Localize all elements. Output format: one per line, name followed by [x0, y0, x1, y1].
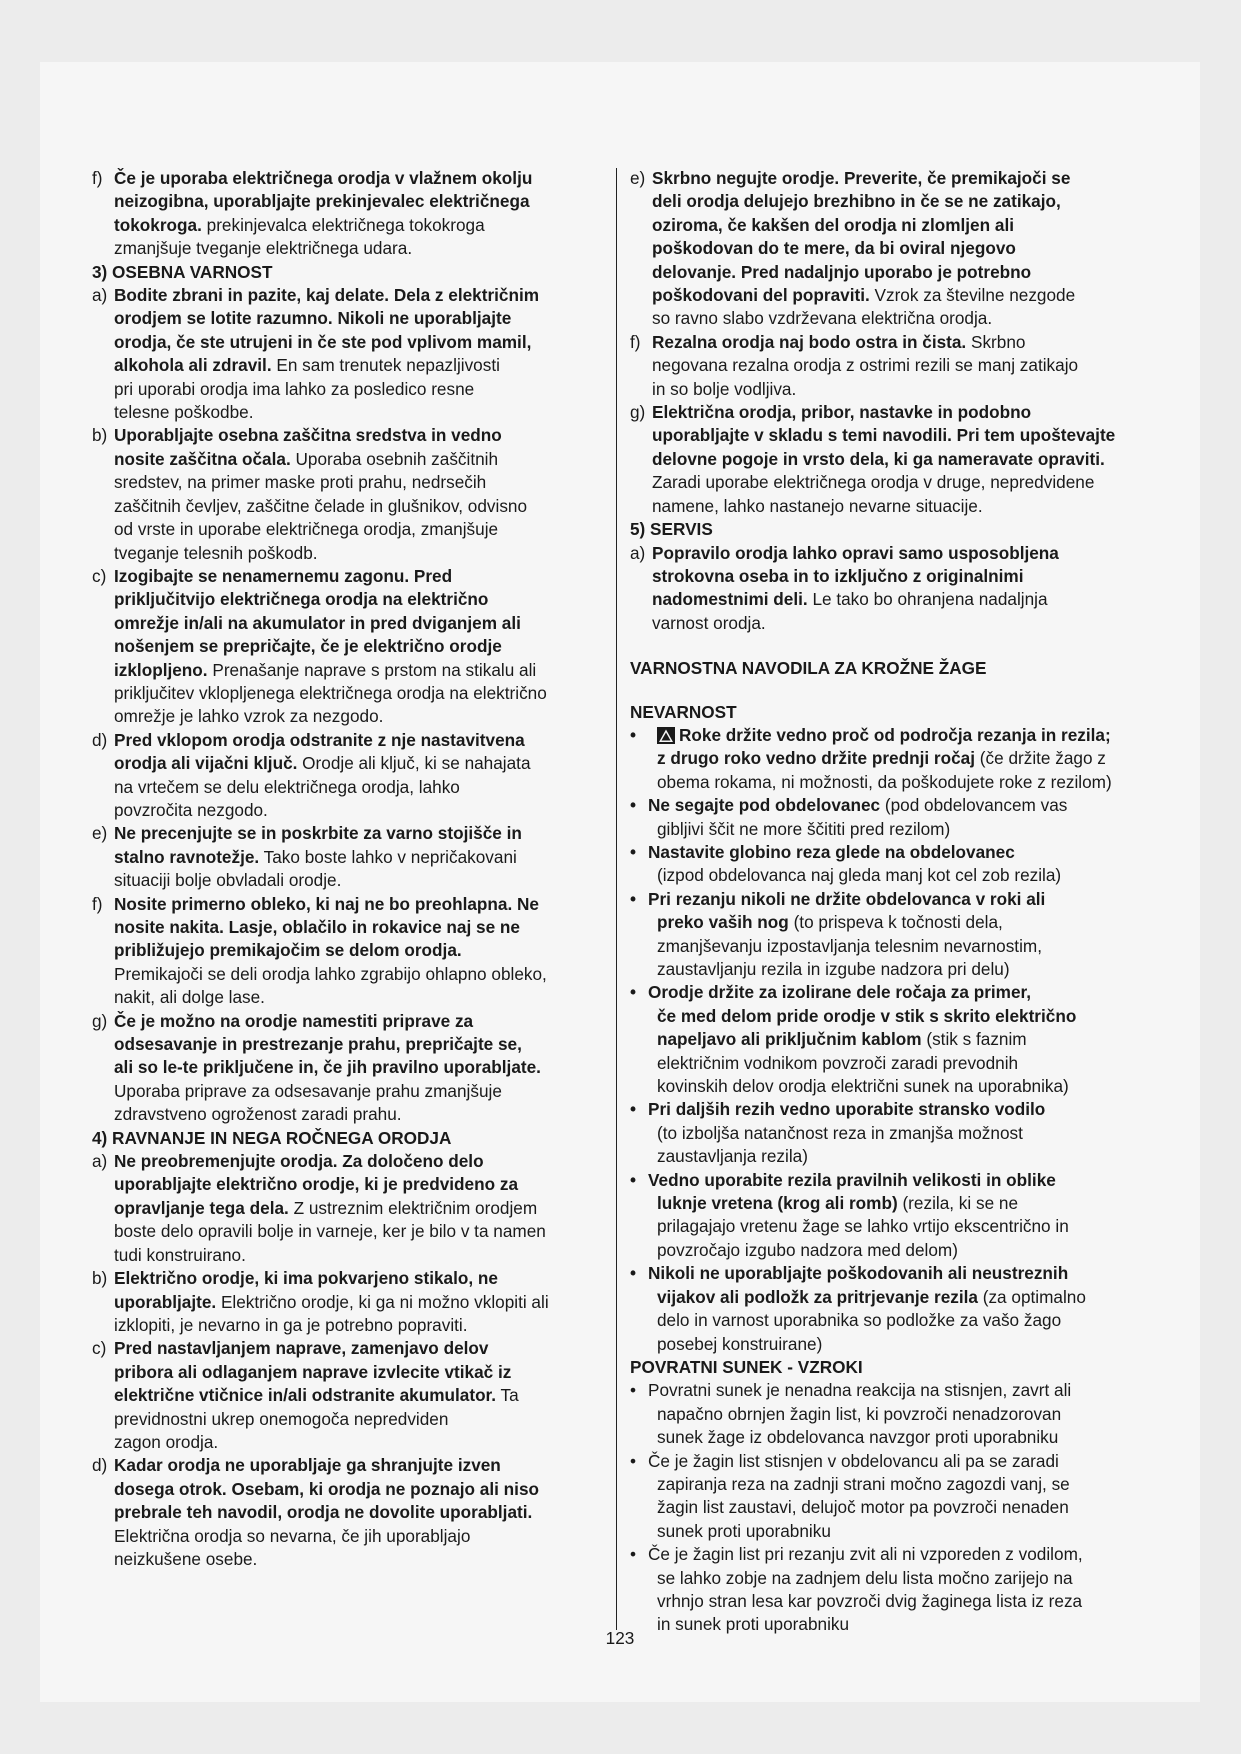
kickback-causes-heading: POVRATNI SUNEK - VZROKI: [630, 1356, 863, 1377]
item-e-maintain-tools: e) Skrbno negujte orodje. Preverite, če premikajoči se deli orodja delujejo brezhibno in če se ne zatikajo, oziroma, če kakšen del orodja ni zlomljen ali poškodovan do te mere, da bi oviral njegovo delovanje. Pred nadaljnjo uporabo je potrebno poškodovani del popraviti. Vzrok za številne nezgode so ravno slabo vzdrževana električna orodja.: [630, 168, 1076, 329]
item-c-disconnect-plug: c) Pred nastavljanjem naprave, zamenjavo delov pribora ali odlaganjem naprave izvlecite vtikač iz električne vtičnice in/ali odstranite akumulator. Ta previdnostni ukrep onemogoča nepredviden zagon orodja.: [92, 1338, 519, 1452]
kickback-pinched-blade: • Če je žagin list stisnjen v obdelovancu ali pa se zaradi zapiranja reza na zadnji strani močno zagozdi vanj, se žagin list zaustavi, delujoč motor pa povzroči nenaden sunek proti uporabniku: [630, 1450, 1070, 1541]
bullet-no-damaged-washers: • Nikoli ne uporabljajte poškodovanih ali neustreznih vijakov ali podložk za pritrjevanje rezila (za optimalno delo in varnost uporabnika so podložke za vašo žago posebej konstruirane): [630, 1263, 1086, 1354]
item-g-dust-extraction: g) Če je možno na orodje namestiti priprave za odsesavanje in prestrezanje prahu, prepričajte se, ali so le-te priključene in, če jih pravilno uporabljate. Uporaba priprave za odsesavanje prahu zmanjšuje zdravstveno ogroženost zaradi prahu.: [92, 1010, 541, 1125]
item-f-wet-environment: f) Če je uporaba električnega orodja v vlažnem okolju neizogibna, uporabljajte prekinjevalec električnega tokokroga. prekinjevalca električnega tokokroga zmanjšuje tveganje električnega udara.: [92, 168, 533, 259]
kickback-twisted-blade: • Če je žagin list pri rezanju zvit ali ni vzporeden z vodilom, se lahko zobje na zadnjem delu lista močno zarijejo na vrhnjo stran lesa kar povzroči dvig žaginega lista iz reza in sunek proti uporabniku: [630, 1544, 1083, 1635]
bullet-cut-depth: • Nastavite globino reza glede na obdelovanec (izpod obdelovanca naj gleda manj kot cel zob rezila): [630, 841, 1062, 886]
item-g-use-per-instructions: g) Električna orodja, pribor, nastavke in podobno uporabljajte v skladu s temi navodili. Pri tem upoštevajte delovne pogoje in vrsto dela, ki ga nameravate opraviti. Zaradi uporabe električnega orodja v druge, nepredvidene namene, lahko nastanejo nevarne situacije.: [630, 402, 1116, 516]
section-heading-tool-care: 4) RAVNANJE IN NEGA ROČNEGA ORODJA: [92, 1127, 452, 1148]
item-a-qualified-repair: a) Popravilo orodja lahko opravi samo usposobljena strokovna oseba in to izključno z originalnimi nadomestnimi deli. Le tako bo ohranjena nadaljnja varnost orodja.: [630, 542, 1059, 633]
bullet-hands-away: • Roke držite vedno proč od področja rezanja in rezila; z drugo roko vedno držite prednji ročaj (če držite žago z obema rokama, ni možnosti, da poškodujete roke z rezilom): [630, 724, 1112, 792]
item-b-faulty-switch: b) Električno orodje, ki ima pokvarjeno stikalo, ne uporabljajte. Električno orodje, ki ga ni možno vklopiti ali izklopiti, je nevarno in ga je potrebno popraviti.: [92, 1268, 549, 1335]
bullet-no-reach-under: • Ne segajte pod obdelovanec (pod obdelovancem vas gibljivi ščit ne more ščititi pred rezilom): [630, 795, 1068, 839]
page-number: 123: [605, 1628, 635, 1648]
bullet-correct-blades: • Vedno uporabite rezila pravilnih velikosti in oblike luknje vretena (krog ali romb) (rezila, ki se ne prilagajajo vretenu žage se lahko vrtijo ekscentrično in povzročajo izgubo nadzora med delom): [630, 1169, 1069, 1260]
section-heading-personal-safety: 3) OSEBNA VARNOST: [92, 261, 273, 282]
item-f-sharp-tools: f) Rezalna orodja naj bodo ostra in čista. Skrbno negovana rezalna orodja z ostrimi rezili se manj zatikajo in so bolje vodljiva.: [630, 331, 1079, 399]
item-a-no-overload: a) Ne preobremenjujte orodja. Za določeno delo uporabljajte električno orodje, ki je predvideno za opravljanje tega dela. Z ustreznim električnim orodjem boste delo opravili bolje in varneje, ker je bilo v ta namen tudi konstruirano.: [92, 1151, 546, 1265]
section-heading-service: 5) SERVIS: [630, 519, 713, 540]
item-d-remove-keys: d) Pred vklopom orodja odstranite z nje nastavitvena orodja ali vijačni ključ. Orodje ali ključ, ki se nahajata na vrtečem se delu električnega orodja, lahko povzročita nezgodo.: [92, 729, 531, 820]
danger-heading: NEVARNOST: [630, 701, 737, 722]
bullet-rip-fence: • Pri daljših rezih vedno uporabite stransko vodilo (to izboljša natančnost reza in zmanjša možnost zaustavljanja rezila): [630, 1099, 1046, 1167]
left-column: [92, 167, 612, 1571]
bullet-insulated-grips: • Orodje držite za izolirane dele ročaja za primer, če med delom pride orodje v stik s skrito električno napeljavo ali priključnim kablom (stik s faznim električnim vodnikom povzroči zaradi prevodnih kovinskih delov orodja električni sunek na uporabnika): [630, 982, 1077, 1097]
item-a-be-alert: a) Bodite zbrani in pazite, kaj delate. Dela z električnim orodjem se lotite razumno. Nikoli ne uporabljajte orodja, če ste utrujeni in če ste pod vplivom mamil, alkohola ali zdravil. En sam trenutek nepazljivosti pri uporabi orodja ima lahko za posledico resne telesne poškodbe.: [92, 285, 540, 423]
item-f-clothing: f) Nosite primerno obleko, ki naj ne bo preohlapna. Ne nosite nakita. Lasje, oblačilo in rokavice naj se ne približujejo premikajočim se delom orodja. Premikajoči se deli orodja lahko zgrabijo ohlapno obleko, nakit, ali dolge lase.: [92, 893, 547, 1008]
item-d-store-away-from-children: d) Kadar orodja ne uporabljaje ga shranjujte izven dosega otrok. Osebam, ki orodja ne poznajo ali niso prebrale teh navodil, orodja ne dovolite uporabljati. Električna orodja so nevarna, če jih uporabljajo neizkušene osebe.: [92, 1455, 539, 1569]
item-b-protective-equipment: b) Uporabljajte osebna zaščitna sredstva in vedno nosite zaščitna očala. Uporaba osebnih zaščitnih sredstev, na primer maske proti prahu, nedrsečih zaščitnih čevljev, zaščitne čelade in glušnikov, odvisno od vrste in uporabe električnega orodja, zmanjšuje tveganje telesnih poškodb.: [92, 425, 528, 563]
item-e-footing: e) Ne precenjujte se in poskrbite za varno stojišče in stalno ravnotežje. Tako boste lahko v nepričakovani situaciji bolje obvladali orodje.: [92, 823, 522, 891]
bullet-no-hand-holding: • Pri rezanju nikoli ne držite obdelovanca v roki ali preko vaših nog (to prispeva k točnosti dela, zmanjševanju izpostavljanja telesnim nevarnostim, zaustavljanju rezila in izgube nadzora pri delu): [630, 888, 1046, 979]
kickback-definition: • Povratni sunek je nenadna reakcija na stisnjen, zavrt ali napačno obrnjen žagin list, ki povzroči nenadzorovan sunek žage iz obdelovanca navzgor proti uporabniku: [630, 1380, 1072, 1448]
item-c-unintentional-start: c) Izogibajte se nenamernemu zagonu. Pred priključitvijo električnega orodja na električno omrežje in/ali na akumulator in pred dviganjem ali nošenjem se prepričajte, če je električno orodje izklopljeno. Prenašanje naprave s prstom na stikalu ali priključitev vklopljenega električnega orodja na električno omrežje je lahko vzrok za nezgodo.: [92, 565, 547, 727]
warning-triangle-icon: [657, 727, 675, 744]
column-divider: [616, 168, 617, 1630]
circular-saw-safety-heading: VARNOSTNA NAVODILA ZA KROŽNE ŽAGE: [630, 658, 987, 679]
right-column: [630, 167, 1188, 1637]
